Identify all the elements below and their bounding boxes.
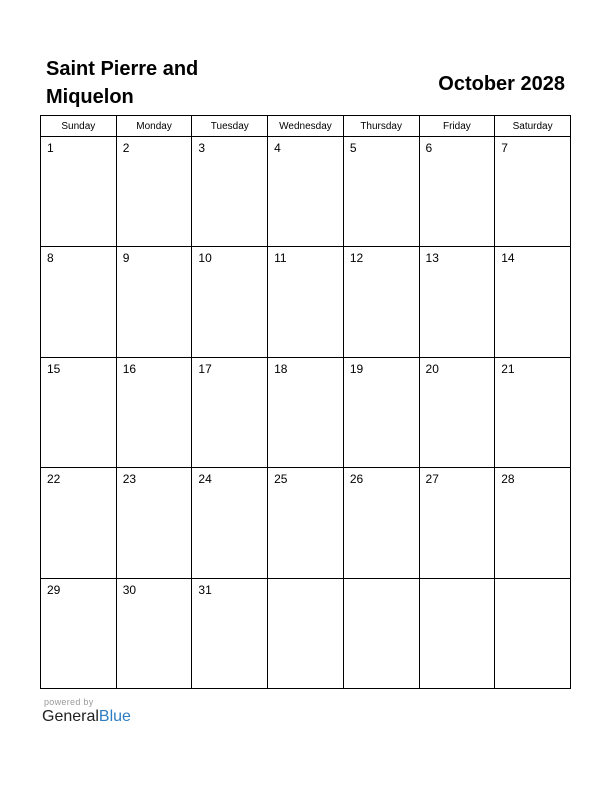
weekday-friday: Friday [419, 116, 495, 137]
day-cell [419, 137, 495, 247]
week-row [41, 468, 571, 578]
day-number: 13 [425, 251, 439, 266]
day-cell [192, 468, 268, 578]
day-cell [495, 357, 571, 467]
day-number: 5 [349, 141, 357, 155]
day-number: 4 [274, 141, 281, 155]
day-cell [116, 468, 192, 578]
day-number: 2 [122, 141, 130, 155]
day-number: 30 [122, 582, 137, 597]
day-number: 6 [425, 141, 433, 155]
day-number: 24 [198, 472, 212, 487]
day-number: 1 [47, 141, 54, 155]
day-number: 14 [501, 251, 515, 266]
weekday-header-row [41, 116, 571, 137]
day-number: 11 [274, 251, 287, 266]
day-number: 12 [349, 251, 364, 266]
day-cell [116, 357, 192, 467]
day-cell [192, 247, 268, 357]
day-number: 16 [122, 361, 137, 376]
day-cell [192, 357, 268, 467]
day-cell [495, 468, 571, 578]
day-cell [343, 137, 419, 247]
calendar-grid [40, 115, 571, 689]
week-row [41, 137, 571, 247]
month-title: October 2028 [438, 73, 565, 95]
day-cell [41, 357, 117, 467]
week-row [41, 578, 571, 688]
day-cell [268, 137, 344, 247]
day-cell [41, 578, 117, 688]
day-cell [268, 468, 344, 578]
week-row [41, 357, 571, 467]
day-number: 19 [349, 361, 364, 376]
day-number: 27 [425, 472, 439, 487]
day-cell [116, 247, 192, 357]
day-number: 22 [47, 472, 61, 487]
weekday-saturday: Saturday [495, 116, 571, 137]
brand-general: General [42, 708, 99, 725]
day-cell [192, 578, 268, 688]
day-cell [41, 247, 117, 357]
weekday-wednesday: Wednesday [268, 116, 344, 137]
day-cell [343, 357, 419, 467]
day-number: 17 [198, 361, 212, 376]
day-number: 8 [47, 251, 54, 266]
day-number: 18 [274, 361, 288, 376]
day-cell [495, 137, 571, 247]
powered-by-text: powered by [44, 697, 94, 707]
day-cell [419, 247, 495, 357]
day-cell [268, 578, 344, 688]
day-number [268, 579, 343, 583]
day-cell [268, 357, 344, 467]
day-number: 25 [274, 472, 288, 487]
day-number: 15 [47, 361, 61, 376]
day-number [420, 579, 495, 583]
weekday-monday: Monday [116, 116, 192, 137]
day-number: 23 [122, 472, 137, 487]
day-number: 21 [501, 361, 515, 376]
day-number: 7 [501, 141, 508, 155]
generalblue-logo [42, 697, 131, 727]
day-cell [116, 578, 192, 688]
day-number: 29 [47, 582, 61, 597]
brand-name [42, 707, 131, 727]
day-number: 10 [198, 251, 212, 266]
day-number: 26 [349, 472, 364, 487]
day-cell [192, 137, 268, 247]
weekday-tuesday: Tuesday [192, 116, 268, 137]
day-cell [268, 247, 344, 357]
day-number [344, 579, 419, 583]
day-number: 20 [425, 361, 439, 376]
weekday-thursday: Thursday [343, 116, 419, 137]
day-cell [419, 578, 495, 688]
day-cell [495, 247, 571, 357]
day-number: 3 [198, 141, 206, 155]
day-cell [41, 468, 117, 578]
day-cell [495, 578, 571, 688]
day-cell [419, 357, 495, 467]
day-number [495, 579, 570, 583]
week-row [41, 247, 571, 357]
day-number: 28 [501, 472, 515, 487]
weekday-sunday: Sunday [41, 116, 117, 137]
day-number: 31 [198, 582, 212, 597]
brand-blue: Blue [98, 708, 131, 725]
region-title: Saint Pierre and Miquelon [46, 58, 199, 108]
day-cell [419, 468, 495, 578]
day-cell [343, 578, 419, 688]
day-cell [116, 137, 192, 247]
day-cell [343, 468, 419, 578]
day-cell [343, 247, 419, 357]
day-number: 9 [122, 251, 130, 266]
day-cell [41, 137, 117, 247]
